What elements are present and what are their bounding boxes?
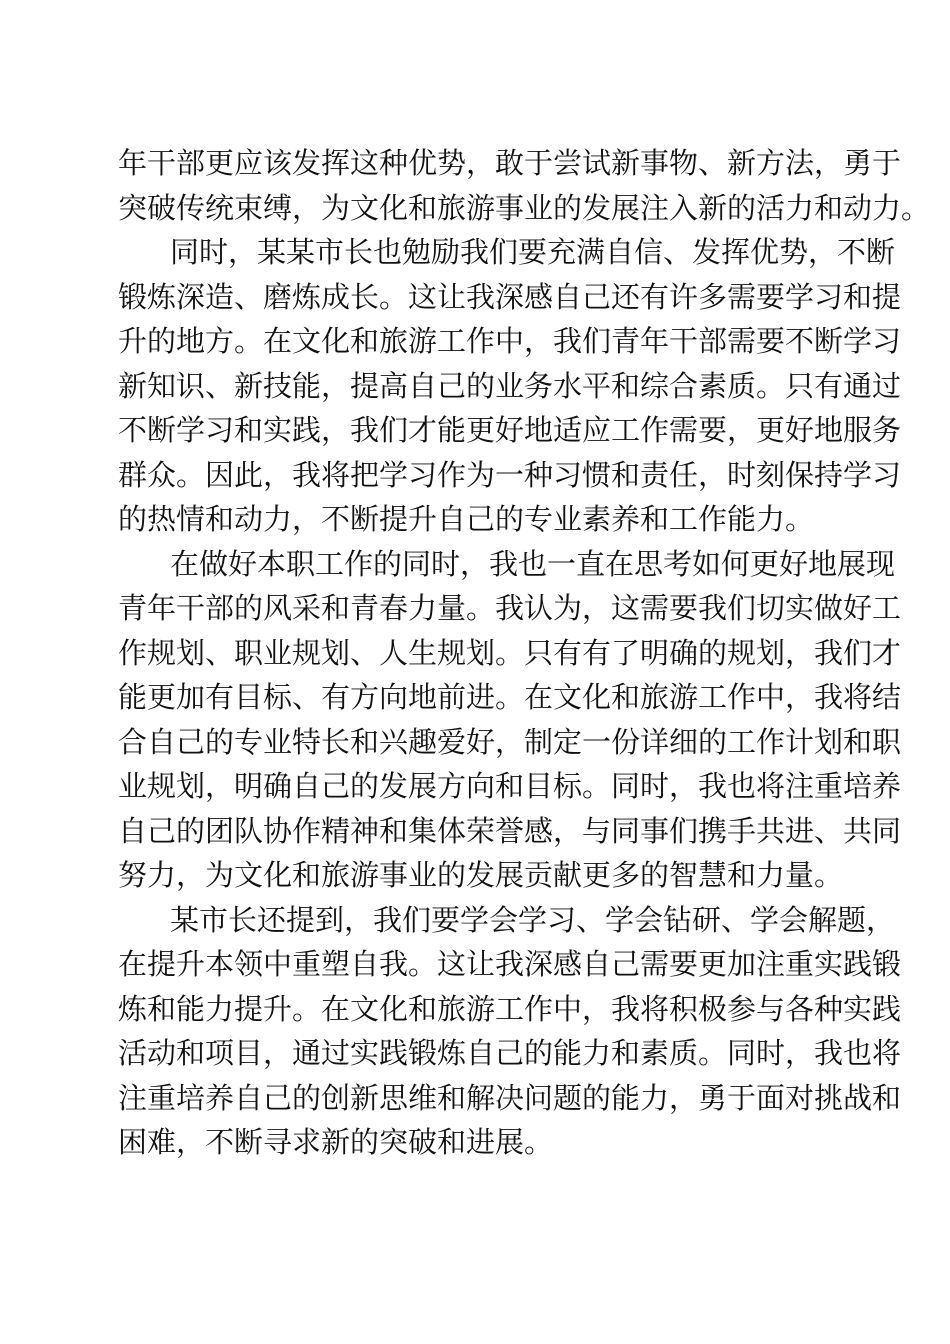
text-line: 的热情和动力，不断提升自己的专业素养和工作能力。	[118, 502, 815, 536]
text-line: 合自己的专业特长和兴趣爱好，制定一份详细的工作计划和职	[118, 725, 902, 759]
text-line: 自己的团队协作精神和集体荣誉感，与同事们携手共进、共同	[118, 814, 902, 848]
text-line: 作规划、职业规划、人生规划。只有有了明确的规划，我们才	[118, 636, 902, 670]
text-line: 锻炼深造、磨炼成长。这让我深感自己还有许多需要学习和提	[118, 280, 902, 314]
text-line: 新知识、新技能，提高自己的业务水平和综合素质。只有通过	[118, 369, 902, 403]
text-line: 困难，不断寻求新的突破和进展。	[118, 1125, 554, 1159]
text-line: 能更加有目标、有方向地前进。在文化和旅游工作中，我将结	[118, 680, 902, 714]
text-line: 年干部更应该发挥这种优势，敢于尝试新事物、新方法，勇于	[118, 146, 902, 180]
text-line: 在提升本领中重塑自我。这让我深感自己需要更加注重实践锻	[118, 947, 902, 981]
paragraph-start-line: 某市长还提到，我们要学会学习、学会钻研、学会解题，	[170, 903, 896, 937]
text-line: 注重培养自己的创新思维和解决问题的能力，勇于面对挑战和	[118, 1081, 902, 1115]
paragraph-start-line: 同时，某某市长也勉励我们要充满自信、发挥优势，不断	[170, 235, 896, 269]
text-line: 青年干部的风采和青春力量。我认为，这需要我们切实做好工	[118, 591, 902, 625]
text-line: 不断学习和实践，我们才能更好地适应工作需要，更好地服务	[118, 413, 902, 447]
text-line: 炼和能力提升。在文化和旅游工作中，我将积极参与各种实践	[118, 992, 902, 1026]
text-line: 群众。因此，我将把学习作为一种习惯和责任，时刻保持学习	[118, 458, 902, 492]
text-line: 业规划，明确自己的发展方向和目标。同时，我也将注重培养	[118, 769, 902, 803]
text-line: 突破传统束缚，为文化和旅游事业的发展注入新的活力和动力。	[118, 191, 931, 225]
text-line: 努力，为文化和旅游事业的发展贡献更多的智慧和力量。	[118, 858, 844, 892]
text-line: 活动和项目，通过实践锻炼自己的能力和素质。同时，我也将	[118, 1036, 902, 1070]
text-line: 升的地方。在文化和旅游工作中，我们青年干部需要不断学习	[118, 324, 902, 358]
paragraph-start-line: 在做好本职工作的同时，我也一直在思考如何更好地展现	[170, 547, 896, 581]
